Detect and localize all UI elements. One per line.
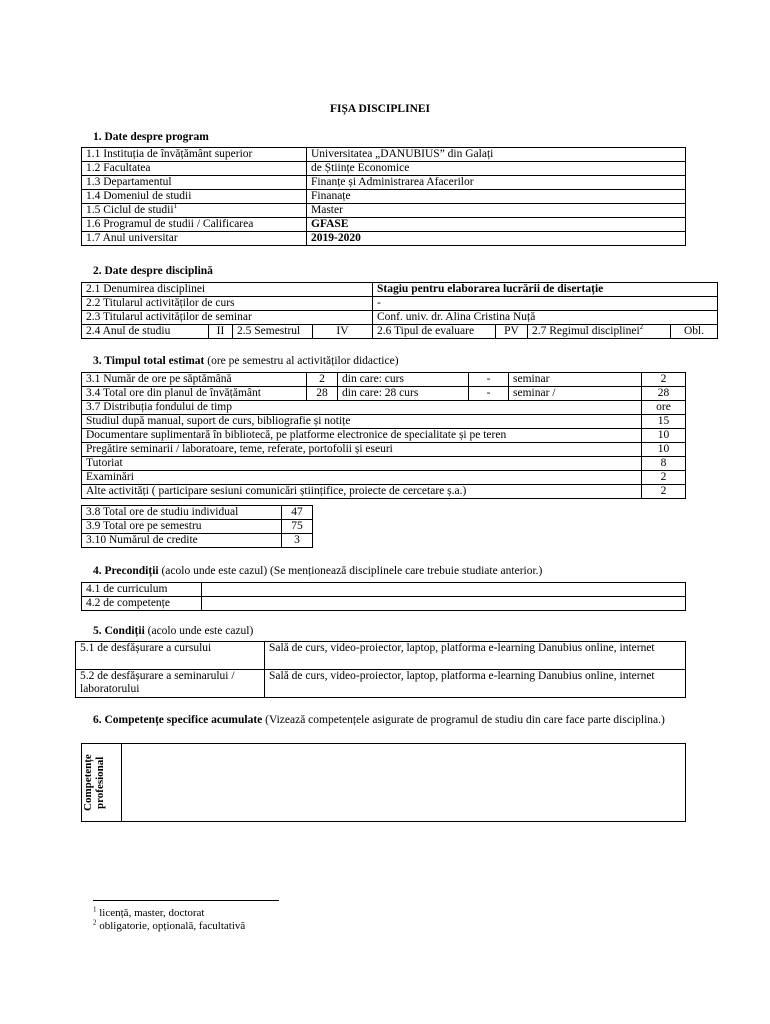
value-cell: Finanțe și Administrarea Afacerilor xyxy=(307,176,686,190)
table-row xyxy=(82,218,686,232)
footnote-text: licență, master, doctorat xyxy=(99,907,205,919)
label-cell: 2.3 Titularul activităților de seminar xyxy=(82,311,373,325)
heading-rest: (acolo unde este cazul) xyxy=(144,625,254,637)
section-2-heading: 2. Date despre disciplină xyxy=(93,265,213,277)
footnote-divider xyxy=(93,900,279,901)
section-4-heading xyxy=(93,565,542,577)
table-row xyxy=(82,325,718,339)
label-cell: 5.1 de desfășurare a cursului xyxy=(76,642,265,670)
label-cell: Tutoriat xyxy=(82,457,642,471)
section-3-heading xyxy=(93,355,399,367)
label-cell: 4.1 de curriculum xyxy=(82,583,202,597)
label-text: 2.7 Regimul disciplinei xyxy=(532,325,640,337)
label-cell: 2.5 Semestrul xyxy=(233,325,313,339)
heading-rest: (ore pe semestru al activităților didactice) xyxy=(204,355,399,367)
footnote-ref: 2 xyxy=(639,324,644,332)
heading-bold: 4. Precondiții xyxy=(93,565,159,577)
label-cell: din care: 28 curs xyxy=(338,387,469,401)
label-cell: din care: curs xyxy=(338,373,469,387)
value-cell: Master xyxy=(307,204,686,218)
competences-table xyxy=(81,743,686,822)
footnote-1 xyxy=(93,907,205,919)
table-row xyxy=(82,373,686,387)
table-row xyxy=(76,670,686,698)
table-row xyxy=(82,583,686,597)
label-cell: 1.6 Programul de studii / Calificarea xyxy=(82,218,307,232)
value-cell: 10 xyxy=(642,429,686,443)
table-row xyxy=(82,162,686,176)
table-row xyxy=(82,297,718,311)
value-cell: Sală de curs, video-proiector, laptop, platforma e-learning Danubius online, internet xyxy=(265,670,686,698)
value-cell xyxy=(202,583,686,597)
value-cell: PV xyxy=(496,325,528,339)
label-cell: Pregătire seminarii / laboratoare, teme, referate, portofolii și eseuri xyxy=(82,443,642,457)
value-cell: Finanațe xyxy=(307,190,686,204)
table-row xyxy=(82,744,686,822)
value-cell: Obl. xyxy=(671,325,718,339)
time-table xyxy=(81,372,686,499)
table-row xyxy=(82,415,686,429)
value-cell: II xyxy=(209,325,233,339)
label-cell: 3.8 Total ore de studiu individual xyxy=(82,506,282,520)
value-cell: 75 xyxy=(282,520,313,534)
conditions-table xyxy=(75,641,686,698)
value-cell: 2 xyxy=(642,485,686,499)
section-6-heading xyxy=(93,713,685,727)
section-1-heading: 1. Date despre program xyxy=(93,131,209,143)
value-cell: - xyxy=(469,373,509,387)
value-cell: 3 xyxy=(282,534,313,548)
table-row xyxy=(82,204,686,218)
value-cell: Universitatea „DANUBIUS” din Galați xyxy=(307,148,686,162)
table-row xyxy=(82,429,686,443)
value-cell: de Științe Economice xyxy=(307,162,686,176)
heading-rest: (Vizează competențele asigurate de programul de studiu din care face parte disciplina.) xyxy=(262,714,665,726)
competences-label: Competențe profesional xyxy=(82,754,106,811)
table-row xyxy=(82,148,686,162)
value-cell: IV xyxy=(313,325,373,339)
heading-rest: (acolo unde este cazul) (Se menționează disciplinele care trebuie studiate anterior.) xyxy=(158,565,543,577)
heading-bold: 3. Timpul total estimat xyxy=(93,355,205,367)
table-row xyxy=(82,176,686,190)
value-cell: ore xyxy=(642,401,686,415)
label-cell: Studiul după manual, suport de curs, bibliografie și notițe xyxy=(82,415,642,429)
label-cell: Alte activități ( participare sesiuni comunicări științifice, proiecte de cercetare ș.a.) xyxy=(82,485,642,499)
preconditions-table xyxy=(81,582,686,611)
value-cell: - xyxy=(373,297,718,311)
competences-value-cell xyxy=(122,744,686,822)
label-cell: 1.4 Domeniul de studii xyxy=(82,190,307,204)
value-cell: GFASE xyxy=(307,218,686,232)
label-cell: 1.1 Instituția de învățământ superior xyxy=(82,148,307,162)
label-cell: 3.4 Total ore din planul de învățământ xyxy=(82,387,307,401)
label-cell: 1.3 Departamentul xyxy=(82,176,307,190)
table-row xyxy=(82,457,686,471)
label-cell: 3.10 Numărul de credite xyxy=(82,534,282,548)
label-cell: Documentare suplimentară în bibliotecă, pe platforme electronice de specialitate și pe teren xyxy=(82,429,642,443)
value-cell: 15 xyxy=(642,415,686,429)
label-cell: 1.7 Anul universitar xyxy=(82,232,307,246)
table-row xyxy=(82,520,313,534)
value-cell: - xyxy=(469,387,509,401)
discipline-table xyxy=(81,282,718,339)
footnote-number: 1 xyxy=(93,905,97,914)
table-row xyxy=(82,443,686,457)
label-cell: Examinări xyxy=(82,471,642,485)
value-cell: 28 xyxy=(642,387,686,401)
value-cell: Sală de curs, video-proiector, laptop, platforma e-learning Danubius online, internet xyxy=(265,642,686,670)
footnote-2 xyxy=(93,920,245,932)
section-5-heading xyxy=(93,625,253,637)
footnote-ref: 1 xyxy=(173,203,178,211)
value-cell: 8 xyxy=(642,457,686,471)
vertical-label-cell xyxy=(82,744,122,822)
label-cell: 2.6 Tipul de evaluare xyxy=(373,325,496,339)
label-cell: 2.2 Titularul activităților de curs xyxy=(82,297,373,311)
label-cell: seminar / xyxy=(509,387,642,401)
value-cell xyxy=(202,597,686,611)
value-cell: Conf. univ. dr. Alina Cristina Nuță xyxy=(373,311,718,325)
table-row xyxy=(82,471,686,485)
value-cell: 47 xyxy=(282,506,313,520)
label-cell xyxy=(528,325,671,339)
label-cell: 3.9 Total ore pe semestru xyxy=(82,520,282,534)
label-cell: 3.7 Distribuția fondului de timp xyxy=(82,401,642,415)
table-row xyxy=(82,232,686,246)
table-row xyxy=(82,283,718,297)
table-row xyxy=(82,387,686,401)
heading-bold: 5. Condiții xyxy=(93,625,145,637)
label-cell: 2.4 Anul de studiu xyxy=(82,325,209,339)
label-cell xyxy=(82,204,307,218)
table-row xyxy=(82,597,686,611)
value-cell: 2 xyxy=(642,471,686,485)
table-row xyxy=(76,642,686,670)
totals-table xyxy=(81,505,313,548)
value-cell: 28 xyxy=(307,387,338,401)
value-cell: 2 xyxy=(307,373,338,387)
table-row xyxy=(82,311,718,325)
value-cell: 2 xyxy=(642,373,686,387)
table-row xyxy=(82,506,313,520)
label-cell: seminar xyxy=(509,373,642,387)
label-cell: 1.2 Facultatea xyxy=(82,162,307,176)
table-row xyxy=(82,485,686,499)
program-table xyxy=(81,147,686,246)
table-row xyxy=(82,190,686,204)
label-cell: 2.1 Denumirea disciplinei xyxy=(82,283,373,297)
value-cell: 10 xyxy=(642,443,686,457)
label-cell: 5.2 de desfășurare a seminarului / laboratorului xyxy=(76,670,265,698)
value-cell: 2019-2020 xyxy=(307,232,686,246)
value-cell: Stagiu pentru elaborarea lucrării de disertație xyxy=(373,283,718,297)
table-row xyxy=(82,401,686,415)
footnote-number: 2 xyxy=(93,918,97,927)
table-row xyxy=(82,534,313,548)
label-cell: 3.1 Număr de ore pe săptămână xyxy=(82,373,307,387)
footnote-text: obligatorie, opțională, facultativă xyxy=(99,920,246,932)
heading-bold: 6. Competențe specifice acumulate xyxy=(93,714,263,726)
page-title: FIȘA DISCIPLINEI xyxy=(330,103,431,115)
label-cell: 4.2 de competențe xyxy=(82,597,202,611)
label-text: 1.5 Ciclul de studii xyxy=(86,204,174,216)
